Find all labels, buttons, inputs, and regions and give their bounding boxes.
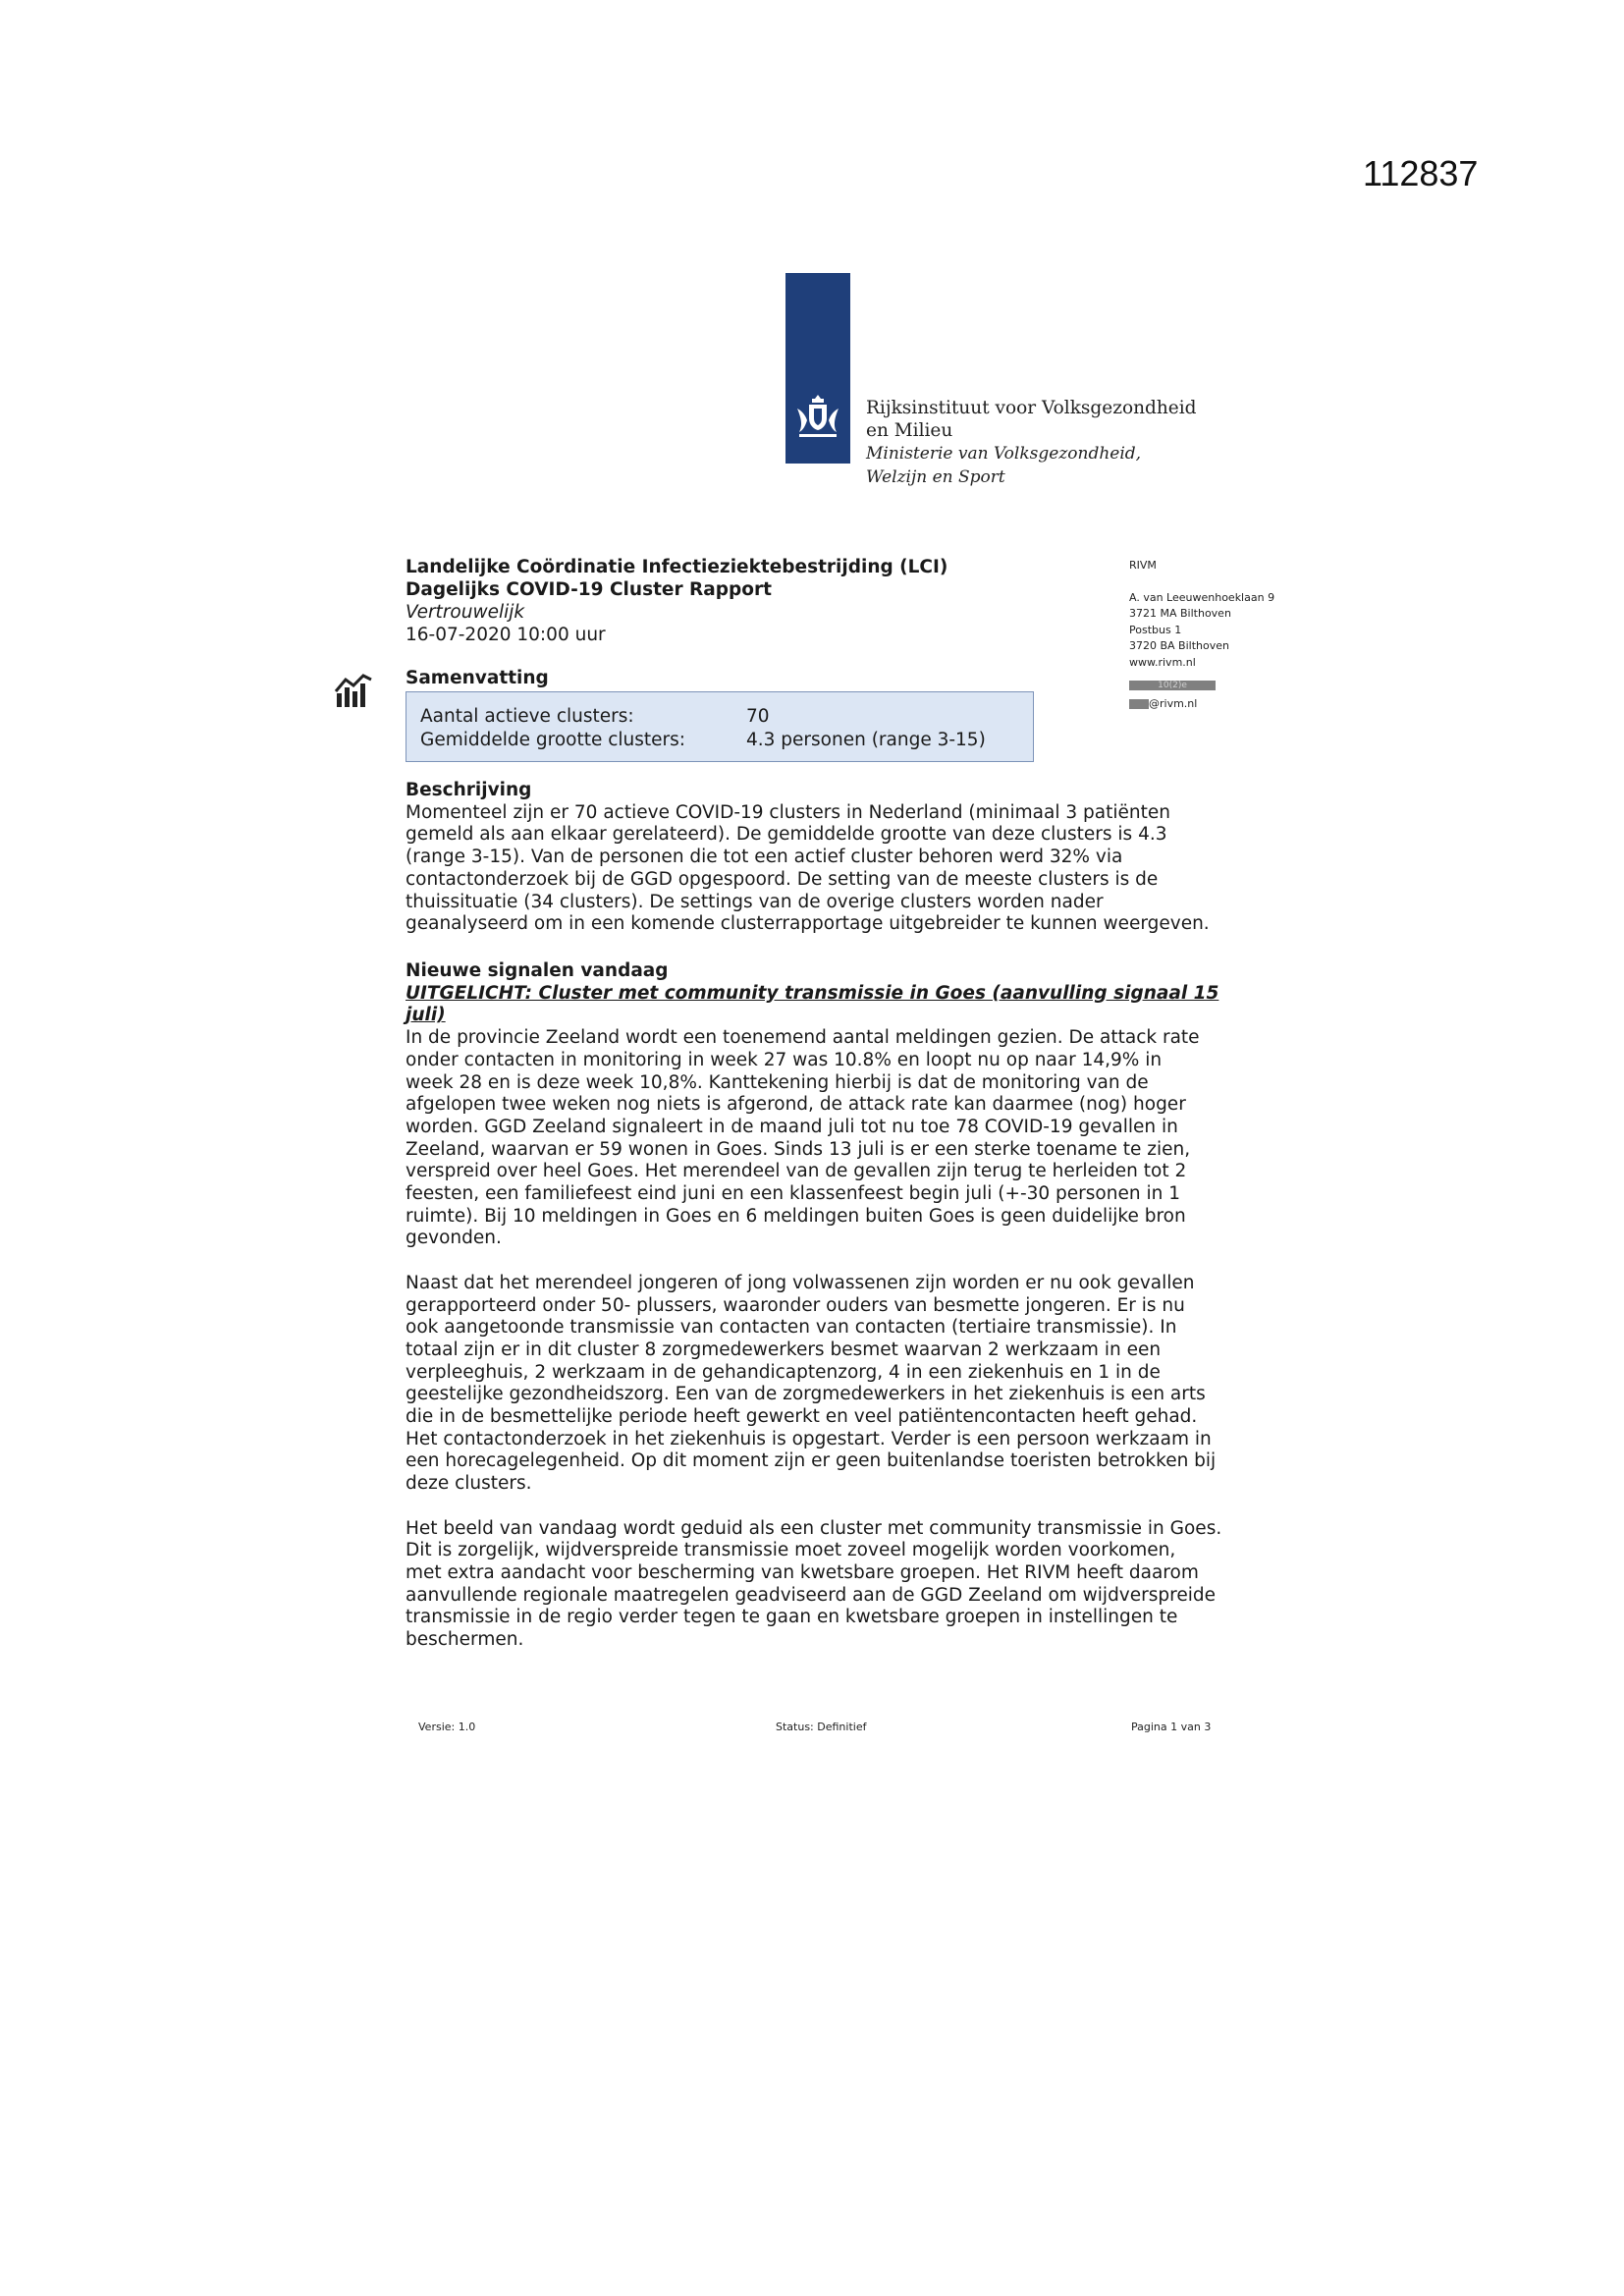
address-name: RIVM — [1129, 559, 1157, 572]
report-header — [406, 556, 947, 646]
footer-status: Status: Definitief — [776, 1721, 867, 1733]
text-line: Het contactonderzoek in het ziekenhuis is opgestart. Verder is een persoon werkzaam in — [406, 1428, 1212, 1449]
header-line1: Landelijke Coördinatie Infectieziektebestrijding (LCI) — [406, 557, 948, 577]
text-line: een horecagelegenheid. Op dit moment zijn er geen buitenlandse toeristen betrokken bij — [406, 1450, 1217, 1472]
summary-box — [406, 691, 1034, 762]
description-line: thuissituatie (34 clusters). De settings van de overige clusters worden nader — [406, 891, 1104, 912]
address-postcity: 3720 BA Bilthoven — [1129, 639, 1229, 652]
summary-value: 4.3 personen (range 3-15) — [746, 730, 986, 750]
address-block — [1129, 558, 1274, 713]
text-line: transmissie in de regio verder tegen te gaan en kwetsbare groepen in instellingen te — [406, 1607, 1178, 1628]
description-line: (range 3-15). Van de personen die tot een actief cluster behoren werd 32% via — [406, 847, 1123, 868]
signals-subtitle-line1: UITGELICHT: Cluster met community transmissie in Goes (aanvulling signaal 15 — [406, 982, 1219, 1004]
text-line: Dit is zorgelijk, wijdverspreide transmissie moet zoveel mogelijk worden voorkomen, — [406, 1540, 1176, 1561]
text-line: geestelijke gezondheidszorg. Een van de zorgmedewerkers in het ziekenhuis is een arts — [406, 1384, 1206, 1405]
header-line2: Dagelijks COVID-19 Cluster Rapport — [406, 579, 772, 600]
text-line: totaal zijn er in dit cluster 8 zorgmedewerkers besmet waarvan 2 werkzaam in een — [406, 1339, 1162, 1360]
text-line: met extra aandacht voor bescherming van kwetsbare groepen. Het RIVM heeft daarom — [406, 1561, 1199, 1583]
signals-title: Nieuwe signalen vandaag — [406, 960, 669, 981]
org-name-line2: en Milieu — [866, 420, 953, 441]
text-line: gerapporteerd onder 50- plussers, waaronder ouders van besmette jongeren. Er is nu — [406, 1294, 1185, 1316]
summary-value: 70 — [746, 706, 770, 727]
text-line: Het beeld van vandaag wordt geduid als een cluster met community transmissie in Goes. — [406, 1517, 1222, 1539]
signals-subtitle-line2: juli) — [406, 1005, 446, 1026]
document-number: 112837 — [1363, 153, 1479, 193]
text-line: beschermen. — [406, 1629, 524, 1651]
text-line: verspreid over heel Goes. Het merendeel van de gevallen zijn terug te herleiden tot 2 — [406, 1161, 1187, 1182]
report-datetime: 16-07-2020 10:00 uur — [406, 625, 606, 645]
redaction-mark — [1129, 699, 1149, 709]
text-line: Zeeland, waarvan er 59 wonen in Goes. Sinds 13 juli is er een sterke toename te zien, — [406, 1138, 1191, 1160]
footer-page: Pagina 1 van 3 — [1131, 1721, 1212, 1733]
text-line: afgelopen twee weken nog niets is afgerond, de attack rate kan daarmee (nog) hoger — [406, 1094, 1186, 1116]
description-line: gemeld als aan elkaar gerelateerd). De gemiddelde grootte van deze clusters is 4.3 — [406, 824, 1167, 846]
logo-banner — [785, 273, 850, 464]
text-line: Naast dat het merendeel jongeren of jong volwassenen zijn worden er nu ook gevallen — [406, 1272, 1195, 1293]
email-suffix: rivm.nl — [1160, 697, 1198, 710]
description-line: geanalyseerd om in een komende clusterrapportage uitgebreider te kunnen weergeven. — [406, 913, 1210, 935]
text-line: aanvullende regionale maatregelen geadviseerd aan de GGD Zeeland om wijdverspreide — [406, 1584, 1216, 1606]
text-line: deze clusters. — [406, 1473, 532, 1495]
chart-icon — [334, 674, 373, 709]
description-section — [406, 780, 1250, 936]
paragraph-2 — [406, 1273, 1250, 1496]
text-line: verpleeghuis, 2 werkzaam in de gehandicaptenzorg, 4 in een ziekenhuis en 1 in de — [406, 1361, 1161, 1383]
address-email: @rivm.nl — [1129, 696, 1274, 713]
text-line: die in de besmettelijke periode heeft gewerkt en veel patiëntencontacten heeft gehad. — [406, 1406, 1198, 1428]
footer-version: Versie: 1.0 — [418, 1721, 476, 1733]
address-city: 3721 MA Bilthoven — [1129, 607, 1231, 620]
summary-row-average-size — [420, 730, 986, 750]
text-line: feesten, een familiefeest eind juni en een klassenfeest begin juli (+-30 personen in 1 — [406, 1183, 1180, 1205]
ministry-line2: Welzijn en Sport — [866, 467, 1005, 487]
text-line: week 28 en is deze week 10,8%. Kanttekening hierbij is dat de monitoring van de — [406, 1071, 1149, 1093]
ministry-line1: Ministerie van Volksgezondheid, — [866, 444, 1142, 464]
text-line: onder contacten in monitoring in week 27 was 10.8% en loopt nu op naar 14,9% in — [406, 1049, 1163, 1070]
text-line: worden. GGD Zeeland signaleert in de maand juli tot nu toe 78 COVID-19 gevallen in — [406, 1116, 1178, 1137]
description-line: Momenteel zijn er 70 actieve COVID-19 clusters in Nederland (minimaal 3 patiënten — [406, 801, 1170, 823]
address-postbus: Postbus 1 — [1129, 623, 1182, 636]
rijkswapen-emblem-icon — [791, 391, 844, 444]
summary-row-active-clusters — [420, 706, 770, 727]
summary-label: Gemiddelde grootte clusters: — [420, 730, 686, 750]
org-name-line1: Rijksinstituut voor Volksgezondheid — [866, 398, 1197, 418]
signals-section — [406, 960, 1250, 1652]
text-line: In de provincie Zeeland wordt een toenemend aantal meldingen gezien. De attack rate — [406, 1027, 1200, 1049]
text-line: ruimte). Bij 10 meldingen in Goes en 6 meldingen buiten Goes is geen duidelijke bron — [406, 1205, 1186, 1227]
description-line: contactonderzoek bij de GGD opgespoord. De setting van de meeste clusters is de — [406, 868, 1159, 890]
description-title: Beschrijving — [406, 780, 532, 800]
summary-label: Aantal actieve clusters: — [420, 706, 634, 727]
paragraph-3 — [406, 1518, 1250, 1652]
summary-title: Samenvatting — [406, 668, 549, 688]
organization-name — [866, 397, 1196, 489]
classification: Vertrouwelijk — [406, 602, 525, 623]
redaction-bar: 10(2)e — [1129, 681, 1216, 690]
address-street: A. van Leeuwenhoeklaan 9 — [1129, 590, 1275, 604]
address-web: www.rivm.nl — [1129, 655, 1196, 669]
text-line: ook aangetoonde transmissie van contacten van contacten (tertiaire transmissie). In — [406, 1317, 1177, 1339]
text-line: gevonden. — [406, 1228, 502, 1249]
paragraph-1 — [406, 1027, 1250, 1250]
